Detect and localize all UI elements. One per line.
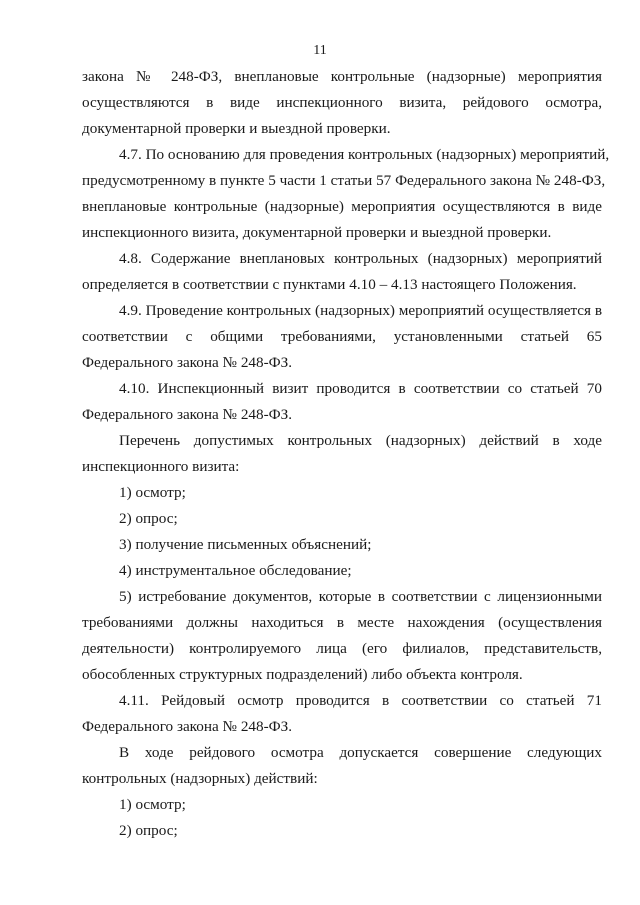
document-body [82,64,610,844]
page-number: 11 [313,43,327,58]
text-line: деятельности) контролируемого лица (его филиалов, представительств, [82,640,602,657]
text-line: 5) истребование документов, которые в соответствии с лицензионными [119,588,602,605]
text-line: 2) опрос; [119,510,178,527]
text-line: 4.8. Содержание внеплановых контрольных (надзорных) мероприятий [119,250,602,267]
text-line: документарной проверки и выездной проверки. [82,120,391,137]
text-line: Федерального закона № 248-ФЗ. [82,354,293,371]
text-line: внеплановые контрольные (надзорные) мероприятия осуществляются в виде [82,198,602,215]
text-line: 1) осмотр; [119,484,186,501]
text-line: закона № 248-ФЗ, внеплановые контрольные (надзорные) мероприятия [82,68,602,85]
text-line: соответствии с общими требованиями, установленными статьей 65 [82,328,602,345]
text-line: 1) осмотр; [119,796,186,813]
text-line: инспекционного визита: [82,458,240,475]
text-line: 3) получение письменных объяснений; [119,536,372,553]
text-line: 4.11. Рейдовый осмотр проводится в соответствии со статьей 71 [119,692,602,709]
text-line: В ходе рейдового осмотра допускается совершение следующих [119,744,602,761]
text-line: определяется в соответствии с пунктами 4.10 – 4.13 настоящего Положения. [82,276,577,293]
text-line: инспекционного визита, документарной проверки и выездной проверки. [82,224,552,241]
text-line: предусмотренному в пункте 5 части 1 статьи 57 Федерального закона № 248-ФЗ, [82,172,606,189]
text-line: обособленных структурных подразделений) либо объекта контроля. [82,666,523,683]
text-line: 4) инструментальное обследование; [119,562,352,579]
text-line: Федерального закона № 248-ФЗ. [82,718,293,735]
text-line: 4.7. По основанию для проведения контрольных (надзорных) мероприятий, [119,146,610,163]
text-line: контрольных (надзорных) действий: [82,770,318,787]
text-line: 4.9. Проведение контрольных (надзорных) мероприятий осуществляется в [119,302,602,319]
text-line: требованиями должны находиться в месте нахождения (осуществления [82,614,602,631]
text-line: Федерального закона № 248-ФЗ. [82,406,293,423]
text-line: Перечень допустимых контрольных (надзорных) действий в ходе [119,432,602,449]
text-line: 2) опрос; [119,822,178,839]
text-line: осуществляются в виде инспекционного визита, рейдового осмотра, [82,94,602,111]
text-line: 4.10. Инспекционный визит проводится в соответствии со статьей 70 [119,380,602,397]
